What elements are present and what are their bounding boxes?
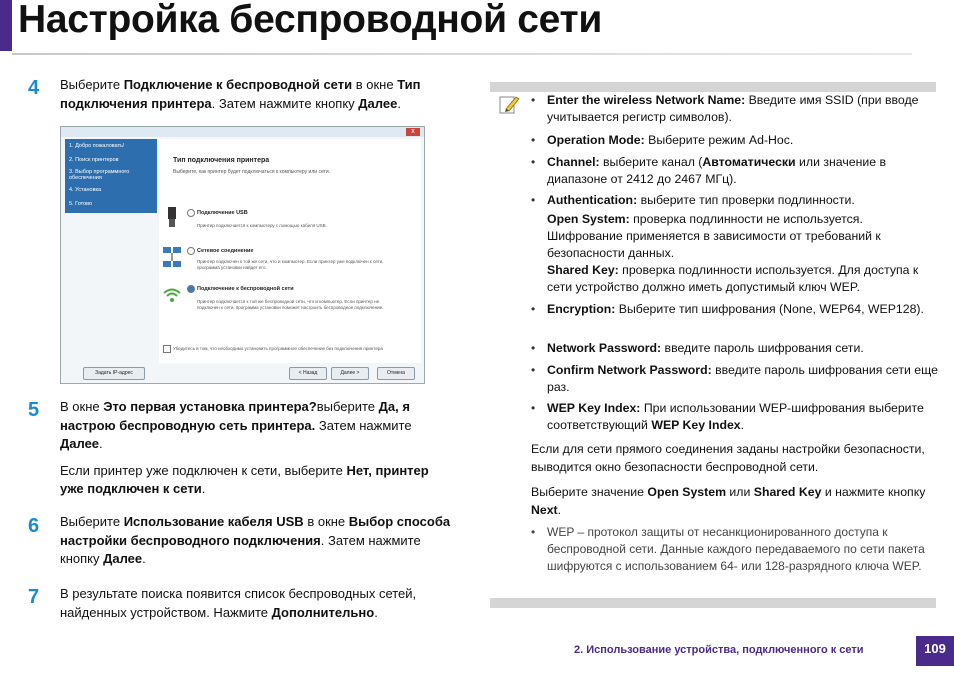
next-button[interactable]: Далее > [331, 367, 369, 380]
page-title: Настройка беспроводной сети [18, 0, 603, 41]
no-printer-checkbox-label: Убедитесь в том, что необходимо установить программное обеспечение без подключения принтера [173, 346, 383, 351]
note-paragraph-security: Если для сети прямого соединения заданы настройки безопасности, выводится окно безопасности беспроводной сети. [531, 442, 925, 474]
note-item-network-password: Network Password: введите пароль шифрования сети. [547, 341, 864, 355]
usb-icon [163, 205, 181, 229]
note-bullet: • [531, 155, 536, 169]
installer-steps-sidebar [65, 139, 157, 213]
note-bottom-bar [490, 598, 936, 608]
network-icon [161, 245, 183, 271]
note-wep-description: WEP – протокол защиты от несанкционированного доступа к беспроводной сети. Данные каждого передаваемого по сети пакета шифруются с использованием 64- или 128-разрядного ключа WEP. [547, 525, 925, 573]
wireless-radio[interactable] [187, 285, 195, 293]
note-item-authentication: Authentication: выберите тип проверки подлинности. Open System: проверка подлинности не используется. Шифрование применяется в зависимости от требований к безопасности данных. Shared Key: проверка подлинности используется. Для доступа к сети устройство должно иметь допустимый ключ WEP. [547, 193, 919, 294]
installer-subheading: Выберите, как принтер будет подключаться к компьютеру или сети. [173, 169, 331, 175]
footer-chapter: 2. Использование устройства, подключенного к сети [574, 644, 864, 656]
title-accent-bar [0, 0, 12, 51]
note-top-bar [490, 82, 936, 92]
sidebar-step-1: 1. Добро пожаловать! [69, 143, 125, 149]
note-bullet: • [531, 133, 536, 147]
note-bullet: • [531, 93, 536, 107]
installer-screenshot [60, 126, 425, 384]
note-paragraph-select: Выберите значение Open System или Shared Key и нажмите кнопку Next. [531, 485, 926, 517]
step-5-text: В окне Это первая установка принтера?выберите Да, я настрою беспроводную сеть принтера. Затем нажмите Далее. Если принтер уже подключен к сети, выберите Нет, принтер уже подключен к сети. [60, 399, 429, 496]
step-5-number: 5 [28, 399, 40, 421]
sidebar-step-5: 5. Готово [69, 201, 93, 207]
note-bullet: • [531, 302, 536, 316]
note-item-operation-mode: Operation Mode: Выберите режим Ad-Hoc. [547, 133, 794, 147]
wireless-option-desc: Принтер подключается к той же беспроводной сети, что и компьютер. Если принтер не подключен к сети, программа установки поможет настроить беспроводное подключение. [197, 299, 384, 310]
note-bullet: • [531, 341, 536, 355]
set-ip-button[interactable]: Задать IP-адрес [83, 367, 145, 380]
step-4-number: 4 [28, 77, 40, 99]
no-printer-checkbox[interactable] [163, 345, 171, 353]
page-number: 109 [916, 636, 954, 666]
note-bullet: • [531, 363, 536, 377]
step-6-number: 6 [28, 515, 40, 537]
cancel-button[interactable]: Отмена [377, 367, 415, 380]
sidebar-step-3: 3. Выбор программного обеспечения [69, 169, 130, 181]
sidebar-step-4: 4. Установка [69, 187, 102, 193]
note-item-wep-key-index: WEP Key Index: При использовании WEP-шифрования выберите соответствующий WEP Key Index. [547, 401, 924, 432]
network-radio[interactable] [187, 247, 195, 255]
note-item-confirm-password: Confirm Network Password: введите пароль шифрования сети еще раз. [547, 363, 938, 394]
network-option-title: Сетевое соединение [197, 248, 254, 254]
note-item-network-name: Enter the wireless Network Name: Введите имя SSID (при вводе учитывается регистр символов). [547, 93, 919, 124]
note-bullet: • [531, 525, 536, 539]
network-option-desc: Принтер подключен к той же сети, что и компьютер. Если принтер уже подключен к сети, программа установки найдет его. [197, 259, 384, 270]
step-4-text: Выберите Подключение к беспроводной сети в окне Тип подключения принтера. Затем нажмите кнопку Далее. [60, 77, 421, 111]
note-bullet: • [531, 401, 536, 415]
close-icon[interactable]: x [406, 128, 420, 136]
note-bullet: • [531, 193, 536, 207]
note-item-encryption: Encryption: Выберите тип шифрования (None, WEP64, WEP128). [547, 302, 924, 316]
step-7-number: 7 [28, 586, 40, 608]
wireless-icon [162, 285, 182, 305]
wireless-option-title: Подключение к беспроводной сети [197, 286, 294, 292]
title-divider [12, 53, 912, 55]
installer-heading: Тип подключения принтера [173, 157, 270, 164]
back-button[interactable]: < Назад [289, 367, 327, 380]
note-pencil-icon [497, 93, 521, 117]
usb-option-title: Подключение USB [197, 210, 248, 216]
note-item-channel: Channel: выберите канал (Автоматически или значение в диапазоне от 2412 до 2467 МГц). [547, 155, 887, 186]
installer-titlebar [61, 127, 424, 137]
sidebar-step-2: 2. Поиск принтеров [69, 157, 119, 163]
usb-radio[interactable] [187, 209, 195, 217]
step-7-text: В результате поиска появится список беспроводных сетей, найденных устройством. Нажмите Дополнительно. [60, 586, 417, 620]
step-6-text: Выберите Использование кабеля USB в окне Выбор способа настройки беспроводного подключения. Затем нажмите кнопку Далее. [60, 514, 451, 566]
usb-option-desc: Принтер подключается к компьютеру с помощью кабеля USB. [197, 223, 327, 228]
installer-main-panel [159, 139, 421, 363]
